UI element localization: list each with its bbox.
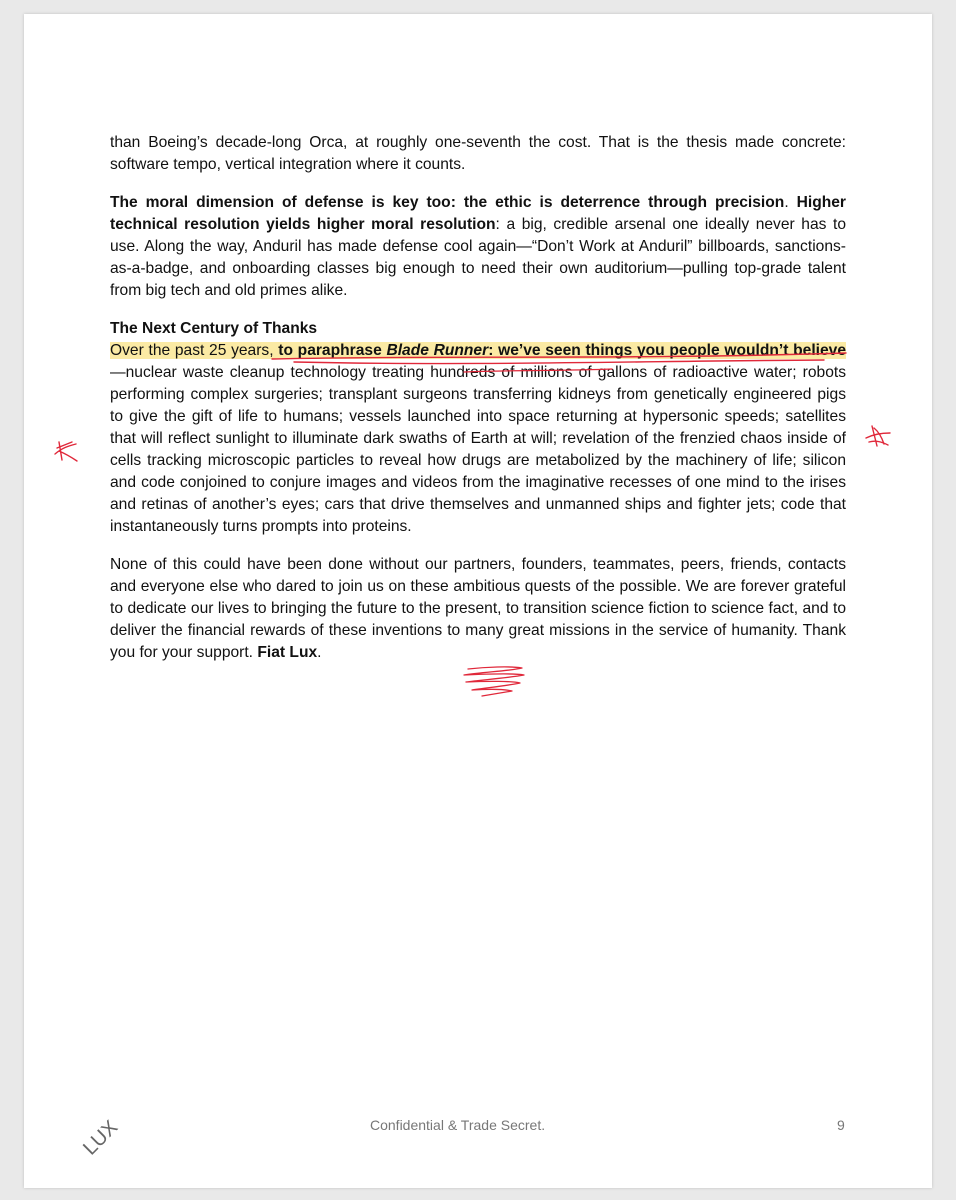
paragraph-continuation: than Boeing’s decade-long Orca, at roughly one-seventh the cost. That is the thesis made concrete: software tempo, vertical integration where it counts. [110, 134, 846, 173]
page-number: 9 [837, 1117, 845, 1133]
achievements-list: —nuclear waste cleanup technology treating hundreds of millions of gallons of radioactive water; robots performing complex surgeries; transplant surgeons transferring kidneys from genetically engineered pigs to give the gift of life to humans; vessels launched into space returning at hypersonic speeds; satellites that will reflect sunlight to illuminate dark swaths of Earth at will; revelation of the frenzied chaos inside of cells tracking microscopic particles to reveal how drugs are metabolized by the machinery of life; silicon and code conjoined to conjure images and videos from the imaginative recesses of one mind to the irises and retinas of another’s eyes; cars that drive themselves and unmanned ships and fighter jets; code that instantaneously turns prompts into proteins. [110, 364, 846, 535]
final-period: . [317, 644, 322, 661]
paragraph-blade-runner [110, 340, 846, 538]
thanks-text: None of this could have been done without our partners, founders, teammates, peers, friends, contacts and everyone else who dared to join us on these ambitious quests of the possible. We are forever grateful to dedicate our lives to bringing the future to the present, to transition science fiction to science fact, and to deliver the financial rewards of these inventions to many great missions in the service of humanity. Thank you for your support. [110, 556, 846, 661]
right-star-mark [866, 426, 890, 446]
film-title: Blade Runner [386, 342, 489, 359]
paragraph-moral-dimension [110, 192, 846, 302]
left-star-mark [55, 442, 77, 461]
highlighted-lead [110, 342, 846, 359]
section-heading: The Next Century of Thanks [110, 320, 318, 337]
fiat-lux: Fiat Lux [257, 644, 318, 661]
sentence-separator: . [784, 194, 797, 211]
bold-ethic-statement: The moral dimension of defense is key too: the ethic is deterrence through precision [110, 194, 785, 211]
scribble-under-fiat-lux [464, 667, 524, 696]
bold-resolution-statement: Higher technical resolution yields higher moral resolution [110, 194, 846, 233]
lead-text: Over the past 25 years, [110, 342, 279, 359]
lux-logo-icon [74, 1099, 138, 1163]
footer-confidential: Confidential & Trade Secret. [370, 1117, 546, 1133]
page-body [110, 132, 846, 664]
bold-paraphrase: to paraphrase [278, 342, 387, 359]
logo-letters: LUX [79, 1116, 123, 1160]
bold-quote: : we’ve seen things you people wouldn’t believe [488, 342, 846, 359]
paragraph-rest: : a big, credible arsenal one ideally never has to use. Along the way, Anduril has made defense cool again—“Don’t Work at Anduril” billboards, sanctions-as-a-badge, and onboarding classes big enough to need their own auditorium—pulling top-grade talent from big tech and old primes alike. [110, 216, 846, 299]
document-page [24, 14, 932, 1188]
paragraph-thanks [110, 554, 846, 664]
